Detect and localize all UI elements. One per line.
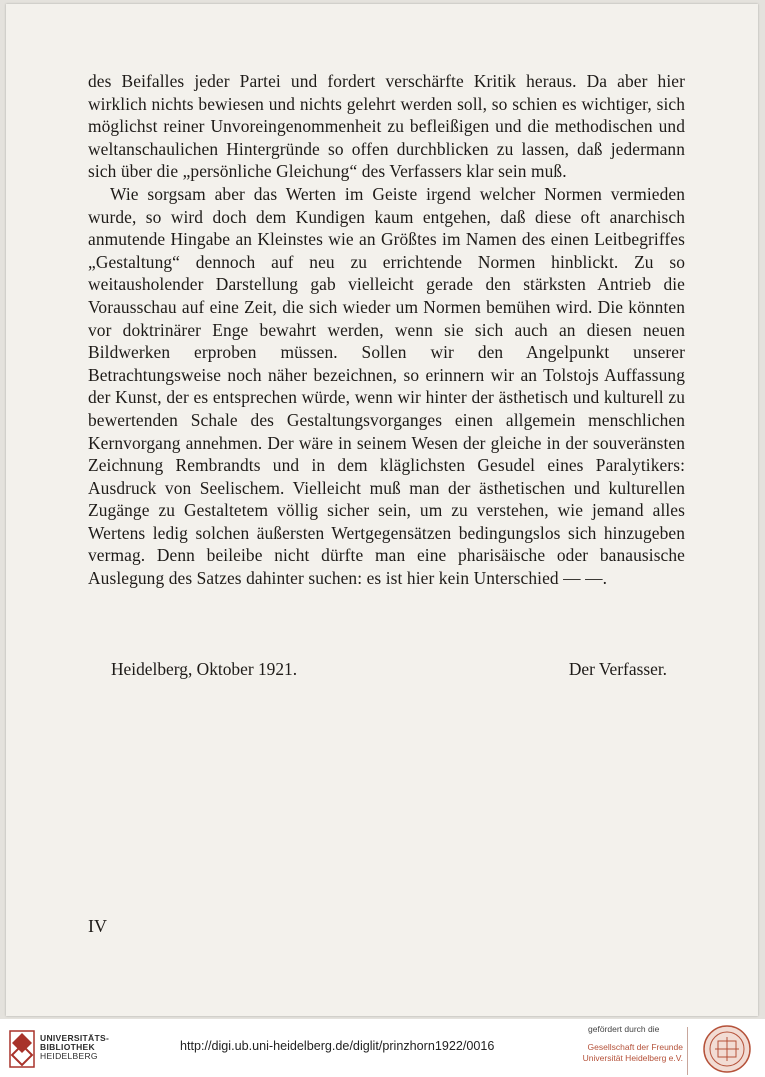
library-line-3: HEIDELBERG bbox=[40, 1051, 98, 1061]
paragraph-2: Wie sorgsam aber das Werten im Geiste irgend welcher Normen vermieden wurde, so wird doch dem Kundigen kaum entgehen, daß diese oft anarchisch anmutende Hingabe an Kleinstes wie an Größtes im Namen des einen Leitbegriffes „Gestaltung“ dennoch auf neu zu errichtende Normen hinblickt. Zu so weitausholender Darstellung gab vielleicht gerade den stärksten Antrieb die Vorausschau auf eine Zeit, die sich wieder um Normen bemühen wird. Die könnten vor doktrinärer Enge bewahrt werden, wenn sie sich auch an diesen neuen Bildwerken erproben müssen. Sollen wir den Angelpunkt unserer Betrachtungsweise noch näher bezeichnen, so erinnern wir an Tolstojs Auffassung der Kunst, der es entsprechen würde, wenn wir hinter der ästhetisch und kulturell zu bewertenden Schale des Gestaltungsvorganges einen allgemein menschlichen Kernvorgang annehmen. Der wäre in seinem Wesen der gleiche in der souveränsten Zeichnung Rembrandts und in dem kläglichsten Gesudel eines Paralytikers: Ausdruck von Seelischem. Vielleicht muß man der ästhetischen und kulturellen Zugänge zu Gestaltetem völlig sicher sein, um zu verstehen, wie jemand alles Wertens ledig solchen äußersten Wertgegensätzen bedingungslos sich hinzugeben vermag. Denn beileibe nicht dürfte man eine pharisäische oder banausische Auslegung des Satzes dahinter suchen: es ist hier kein Unterschied — —. bbox=[88, 183, 685, 589]
sponsor-label: gefördert durch die bbox=[588, 1024, 660, 1034]
place-date: Heidelberg, Oktober 1921. bbox=[111, 659, 298, 679]
sponsor-line-1: Gesellschaft der Freunde bbox=[587, 1042, 683, 1052]
sponsor-name bbox=[573, 1042, 683, 1063]
library-logo-icon bbox=[9, 1029, 35, 1069]
page-number: IV bbox=[88, 916, 107, 936]
footer-bar bbox=[0, 1019, 765, 1077]
sponsor-divider bbox=[687, 1027, 688, 1075]
author-signature: Der Verfasser. bbox=[568, 659, 667, 679]
permalink-url[interactable]: http://digi.ub.uni-heidelberg.de/diglit/prinzhorn1922/0016 bbox=[180, 1039, 495, 1053]
library-line-1: UNIVERSITÄTS- bbox=[40, 1033, 110, 1043]
scanned-page bbox=[6, 4, 758, 1016]
library-name bbox=[40, 1034, 109, 1061]
library-line-2: BIBLIOTHEK bbox=[40, 1042, 95, 1052]
sponsor-line-2: Universität Heidelberg e.V. bbox=[582, 1052, 683, 1063]
paragraph-1: des Beifalles jeder Partei und fordert verschärfte Kritik heraus. Da aber hier wirklich nichts bewiesen und nichts gelehrt werden soll, so schien es wichtiger, sich möglichst reiner Unvoreingenommenheit zu befleißigen und die methodischen und weltanschaulichen Hintergründe so offen durchblicken zu lassen, daß jedermann sich über die „persönliche Gleichung“ des Verfassers klar sein muß. bbox=[88, 71, 685, 182]
body-text bbox=[88, 70, 685, 590]
university-seal-icon bbox=[702, 1024, 752, 1074]
